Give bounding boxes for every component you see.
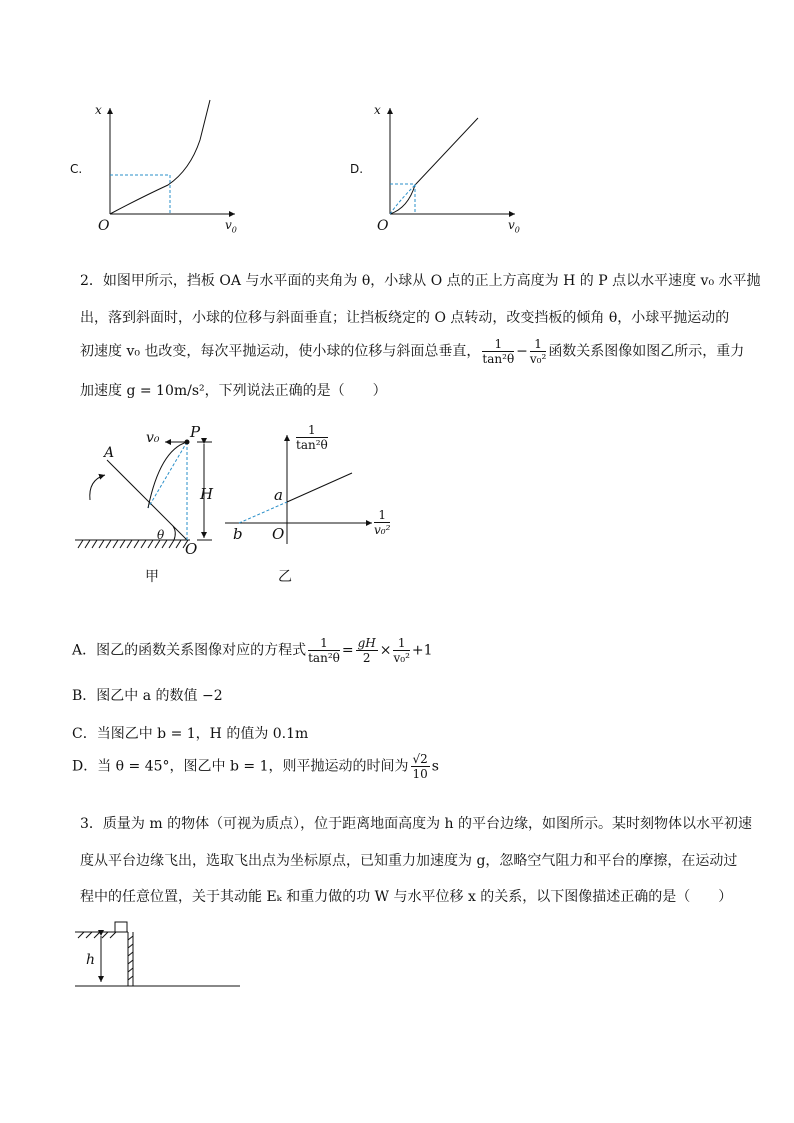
option-d: D．当 θ = 45°，图乙中 b = 1，则平抛运动的时间为 $\frac{√2}{10}$ s (72, 752, 439, 781)
block (115, 922, 127, 932)
q2-line-4: 加速度 g = 10m/s²，下列说法正确的是（ ） (80, 383, 387, 399)
y-axis-label: x (374, 103, 381, 117)
option-c-label: C. (70, 162, 83, 176)
x-axis-label: $v_0$ (508, 218, 520, 235)
curve (390, 118, 478, 214)
q3-line-2: 度从平台边缘飞出，选取飞出点为坐标原点，已知重力加速度为 g，忽略空气阻力和平台的摩擦，在运动过 (80, 853, 738, 869)
board-oa (107, 460, 187, 540)
label-theta: θ (157, 528, 165, 542)
label-o: O (272, 525, 285, 543)
label-b: b (233, 525, 243, 543)
label-h: H (200, 485, 214, 503)
q2-line-3: 初速度 v₀ 也改变，每次平抛运动，使小球的位移与斜面总垂直， $\frac{1}{\text{tan²θ}}$ − $\frac{1}{\text{v₀²}}$ 函数关系图像如图乙所示，重力 (80, 337, 745, 366)
point-p (185, 440, 190, 445)
label-h: h (86, 952, 96, 968)
caption-jia: 甲 (145, 569, 159, 585)
q2-line-2: 出，落到斜面时，小球的位移与斜面垂直；让挡板绕定的 O 点转动，改变挡板的倾角 θ，小球平抛运动的 (80, 310, 730, 326)
rotation-arrow-icon (90, 475, 105, 500)
label-v0: v₀ (146, 430, 160, 446)
x-axis-label: $\frac{1}{\text{v₀²}}$ (374, 508, 391, 537)
origin-label: O (377, 218, 389, 234)
q3-line-3: 程中的任意位置，关于其动能 Eₖ 和重力做的功 W 与水平位移 x 的关系，以下图像描述正确的是（ ） (80, 889, 733, 905)
platform-figure (70, 910, 250, 995)
caption-yi: 乙 (278, 569, 292, 585)
label-p: P (190, 423, 201, 441)
option-c: C．当图乙中 b = 1，H 的值为 0.1m (72, 726, 309, 742)
option-d-label: D. (350, 162, 364, 176)
label-a: a (274, 486, 283, 504)
label-o: O (185, 540, 198, 558)
label-a: A (104, 445, 115, 461)
q2-line-1: 2．如图甲所示，挡板 OA 与水平面的夹角为 θ，小球从 O 点的正上方高度为 H 的 P 点以水平速度 v₀ 水平抛 (80, 273, 761, 289)
y-axis-label: x (95, 103, 102, 117)
graph-line (287, 473, 352, 502)
curve (110, 100, 210, 214)
option-a: A．图乙的函数关系图像对应的方程式 $\frac{1}{\text{tan²θ}}$ = $\frac{gH}{2}$ × $\frac{1}{\text{v₀²}}$ +1 (72, 636, 433, 665)
q3-line-1: 3．质量为 m 的物体（可视为质点），位于距离地面高度为 h 的平台边缘，如图所示。某时刻物体以水平初速 (80, 816, 752, 832)
y-axis-label: $\frac{1}{\text{tan²θ}}$ (296, 423, 328, 452)
figure-jia (70, 420, 220, 560)
origin-label: O (98, 218, 110, 234)
option-b: B．图乙中 a 的数值 −2 (72, 688, 223, 704)
x-axis-label: $v_0$ (225, 218, 237, 235)
